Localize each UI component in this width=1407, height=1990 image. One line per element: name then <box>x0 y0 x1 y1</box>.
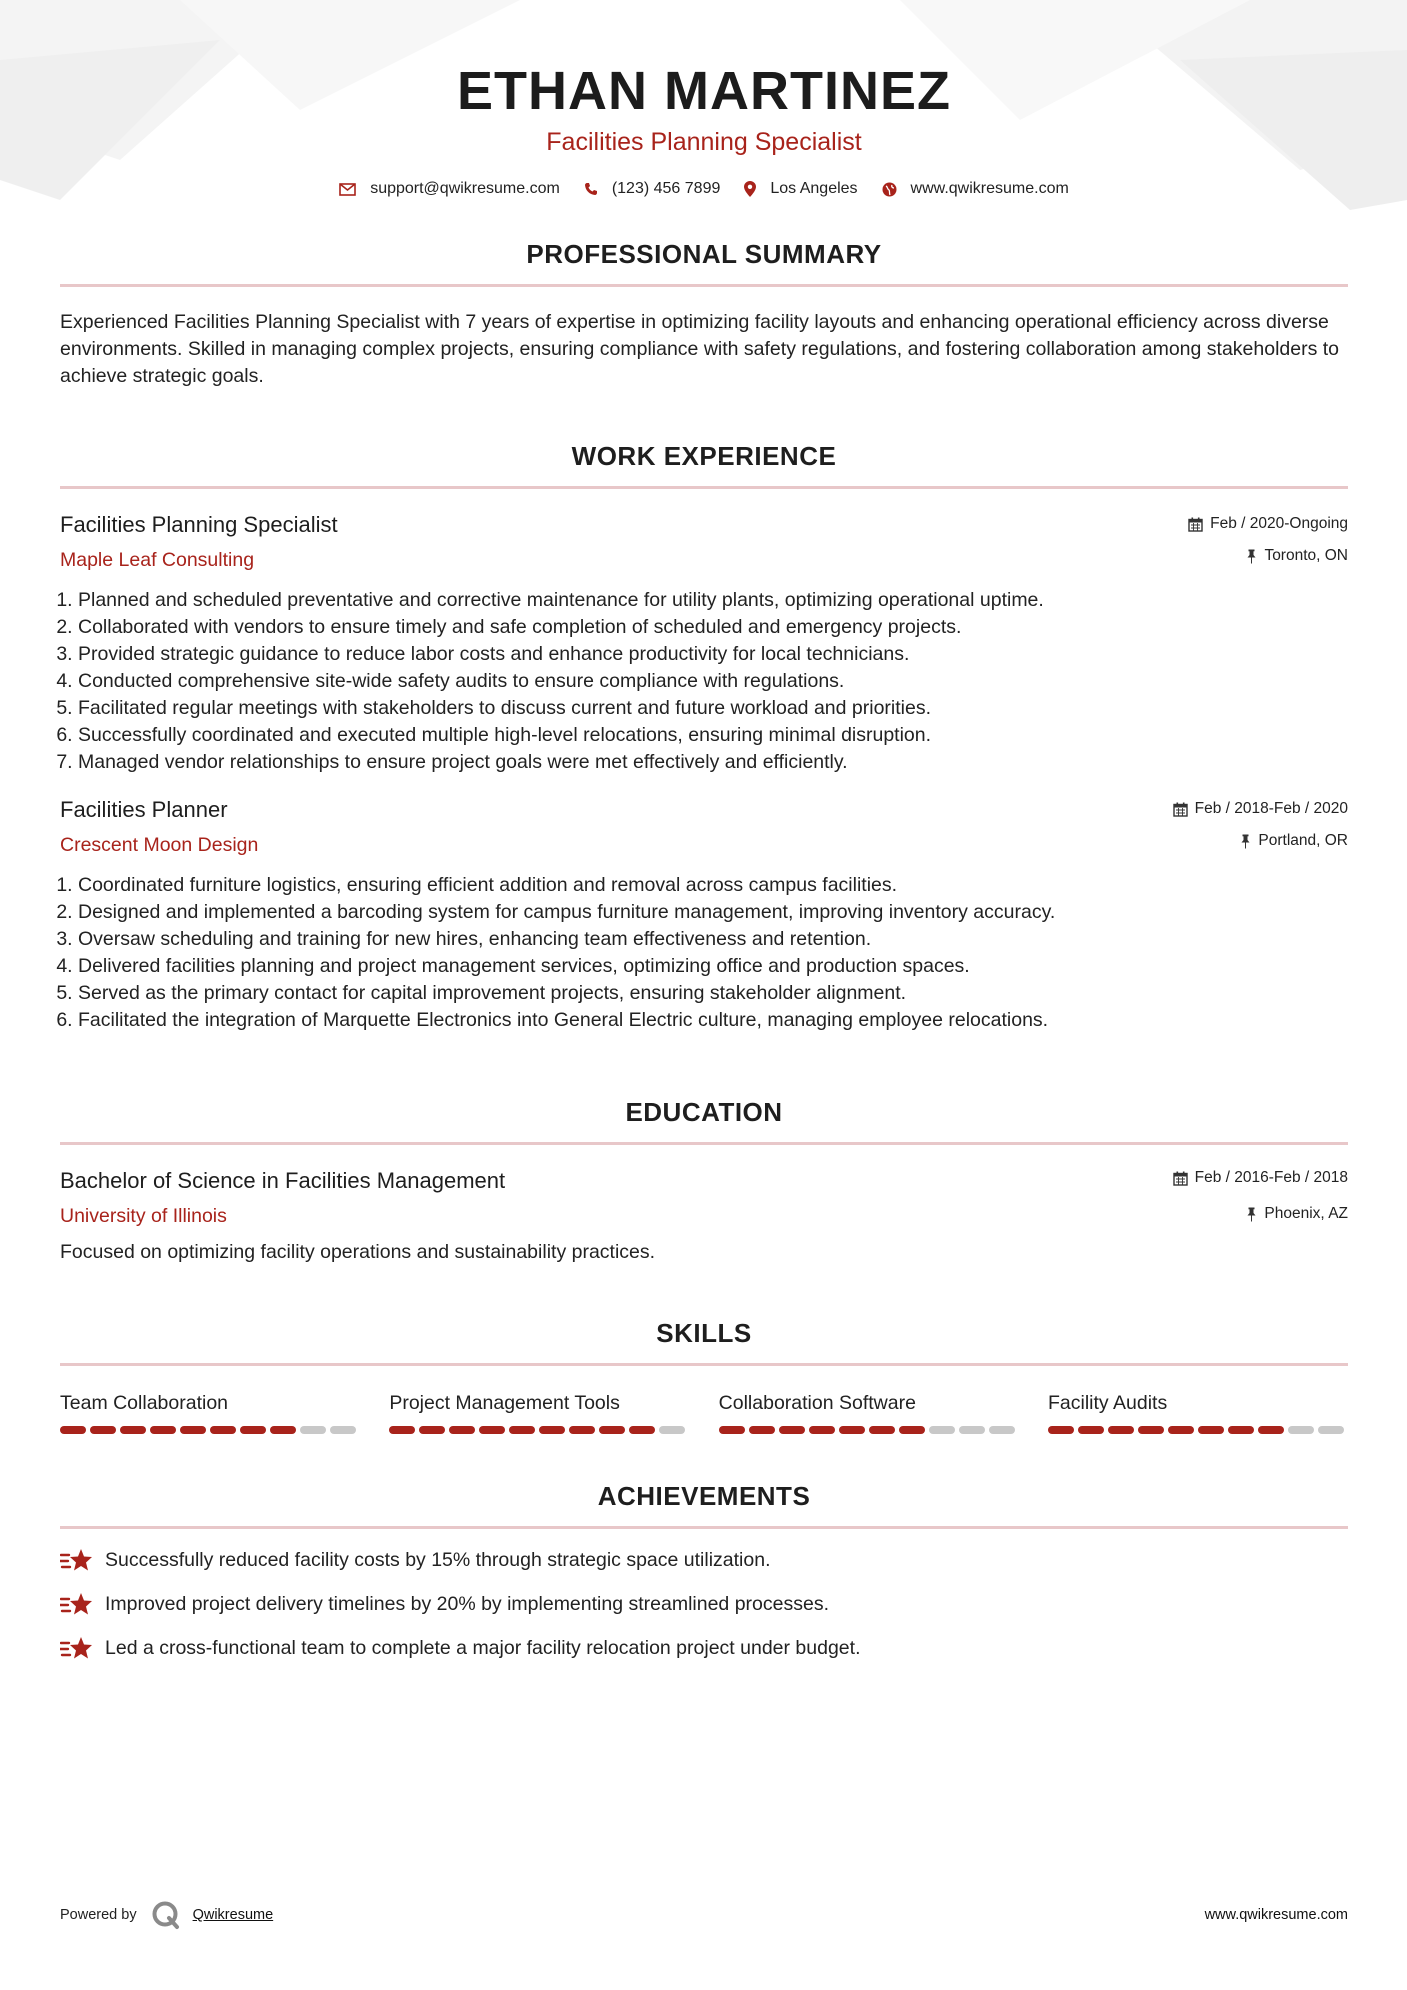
skill-segment-filled <box>389 1426 415 1434</box>
job-location-text: Portland, OR <box>1258 832 1348 849</box>
skill-segment-empty <box>959 1426 985 1434</box>
skill-segment-empty <box>1318 1426 1344 1434</box>
skill-item <box>719 1390 1019 1434</box>
skill-segment-filled <box>270 1426 296 1434</box>
education-description: Focused on optimizing facility operations and sustainability practices. <box>60 1241 656 1263</box>
summary-heading: PROFESSIONAL SUMMARY <box>526 239 882 269</box>
achievement-text: Led a cross-functional team to complete a major facility relocation project under budget. <box>105 1637 861 1659</box>
skill-segment-filled <box>1228 1426 1254 1434</box>
job-bullet: 1. Planned and scheduled preventative and corrective maintenance for utility plants, optimizing operational uptime. <box>78 587 1348 614</box>
job-bullets <box>60 872 1348 1034</box>
achievement-item <box>60 1591 1348 1617</box>
skill-segment-filled <box>240 1426 266 1434</box>
skill-level-bar <box>60 1426 360 1434</box>
job-entry <box>60 796 1348 1034</box>
map-pin-icon <box>744 181 756 197</box>
school-name: University of Illinois <box>60 1205 227 1227</box>
degree-title: Bachelor of Science in Facilities Management <box>60 1168 506 1193</box>
achievements-heading: ACHIEVEMENTS <box>597 1481 811 1511</box>
skill-segment-empty <box>659 1426 685 1434</box>
contact-phone-text: (123) 456 7899 <box>611 180 721 197</box>
skill-segment-filled <box>629 1426 655 1434</box>
education-location-text: Phoenix, AZ <box>1264 1205 1348 1222</box>
skill-segment-filled <box>90 1426 116 1434</box>
section-divider <box>60 486 1348 489</box>
skill-name: Project Management Tools <box>389 1392 620 1414</box>
calendar-icon <box>1188 517 1203 532</box>
skill-segment-filled <box>599 1426 625 1434</box>
contact-email-text: support@qwikresume.com <box>370 180 560 197</box>
education-dates-text: Feb / 2016-Feb / 2018 <box>1194 1169 1348 1186</box>
job-title: Facilities Planner <box>60 797 228 822</box>
skill-segment-filled <box>1108 1426 1134 1434</box>
experience-heading: WORK EXPERIENCE <box>571 441 837 471</box>
achievement-text: Improved project delivery timelines by 20% by implementing streamlined processes. <box>105 1593 829 1615</box>
job-bullet: 2. Collaborated with vendors to ensure timely and safe completion of scheduled and emergency projects. <box>78 614 1348 641</box>
job-company: Crescent Moon Design <box>60 834 259 856</box>
job-bullet: 4. Conducted comprehensive site-wide safety audits to ensure compliance with regulations. <box>78 668 1348 695</box>
phone-icon <box>584 182 598 196</box>
qwikresume-logo-icon <box>151 1900 181 1930</box>
job-bullet: 6. Facilitated the integration of Marquette Electronics into General Electric culture, managing employee relocations. <box>78 1007 1348 1034</box>
contact-bar <box>60 180 1348 198</box>
globe-icon <box>882 182 897 197</box>
job-bullet: 3. Oversaw scheduling and training for new hires, enhancing team effectiveness and retention. <box>78 926 1348 953</box>
contact-website-text: www.qwikresume.com <box>910 180 1069 197</box>
calendar-icon <box>1173 802 1188 817</box>
job-title: Facilities Planning Specialist <box>60 512 338 537</box>
skills-section <box>60 1317 1348 1434</box>
pushpin-icon <box>1246 549 1257 564</box>
education-location <box>1246 1205 1348 1223</box>
job-bullet: 1. Coordinated furniture logistics, ensuring efficient addition and removal across campus facilities. <box>78 872 1348 899</box>
resume-page <box>60 0 1348 1661</box>
section-divider <box>60 284 1348 287</box>
contact-location <box>744 180 857 198</box>
calendar-icon <box>1173 1171 1188 1186</box>
contact-website[interactable] <box>882 180 1069 198</box>
skill-segment-filled <box>1078 1426 1104 1434</box>
skill-segment-filled <box>1168 1426 1194 1434</box>
skill-name: Team Collaboration <box>60 1392 229 1414</box>
shooting-star-icon <box>60 1547 93 1573</box>
page-footer <box>60 1900 1348 1930</box>
skill-segment-empty <box>330 1426 356 1434</box>
job-company: Maple Leaf Consulting <box>60 549 255 571</box>
skill-segment-filled <box>899 1426 925 1434</box>
pushpin-icon <box>1246 1207 1257 1222</box>
skill-segment-filled <box>1198 1426 1224 1434</box>
pushpin-icon <box>1240 834 1251 849</box>
skills-list <box>60 1390 1348 1434</box>
skill-segment-filled <box>839 1426 865 1434</box>
skill-segment-filled <box>1048 1426 1074 1434</box>
section-divider <box>60 1526 1348 1529</box>
skill-segment-empty <box>929 1426 955 1434</box>
skill-item <box>1048 1390 1348 1434</box>
skill-segment-filled <box>569 1426 595 1434</box>
skill-segment-filled <box>539 1426 565 1434</box>
achievement-item <box>60 1635 1348 1661</box>
shooting-star-icon <box>60 1635 93 1661</box>
skill-segment-filled <box>60 1426 86 1434</box>
skill-segment-filled <box>809 1426 835 1434</box>
skill-segment-filled <box>1258 1426 1284 1434</box>
skill-item <box>389 1390 689 1434</box>
resume-header <box>60 58 1348 198</box>
skill-level-bar <box>719 1426 1019 1434</box>
education-heading: EDUCATION <box>625 1097 783 1127</box>
skill-segment-filled <box>210 1426 236 1434</box>
shooting-star-icon <box>60 1591 93 1617</box>
education-section <box>60 1096 1348 1265</box>
skill-segment-filled <box>419 1426 445 1434</box>
job-dates-text: Feb / 2020-Ongoing <box>1210 515 1348 532</box>
skill-segment-filled <box>779 1426 805 1434</box>
skill-segment-filled <box>719 1426 745 1434</box>
contact-phone[interactable] <box>584 180 721 198</box>
footer-website[interactable]: www.qwikresume.com <box>1204 1907 1348 1923</box>
skill-segment-filled <box>869 1426 895 1434</box>
contact-location-text: Los Angeles <box>770 180 858 197</box>
skill-item <box>60 1390 360 1434</box>
skill-segment-filled <box>449 1426 475 1434</box>
achievement-item <box>60 1547 1348 1573</box>
skills-heading: SKILLS <box>656 1318 752 1348</box>
summary-text: Experienced Facilities Planning Specialist with 7 years of expertise in optimizing facility layouts and enhancing operational efficiency across diverse environments. Skilled in managing complex projects, ensuring compliance with safety regulations, and fostering collaboration among stakeholders to achieve strategic goals. <box>60 311 1340 387</box>
job-dates <box>1188 515 1348 533</box>
job-dates-text: Feb / 2018-Feb / 2020 <box>1194 800 1348 817</box>
skill-segment-filled <box>180 1426 206 1434</box>
skill-segment-filled <box>509 1426 535 1434</box>
skill-segment-empty <box>1288 1426 1314 1434</box>
section-divider <box>60 1363 1348 1366</box>
job-bullet: 4. Delivered facilities planning and project management services, optimizing office and production spaces. <box>78 953 1348 980</box>
achievement-text: Successfully reduced facility costs by 15% through strategic space utilization. <box>105 1549 771 1571</box>
job-bullet: 5. Served as the primary contact for capital improvement projects, ensuring stakeholder alignment. <box>78 980 1348 1007</box>
job-bullet: 3. Provided strategic guidance to reduce labor costs and enhance productivity for local technicians. <box>78 641 1348 668</box>
job-bullet: 5. Facilitated regular meetings with stakeholders to discuss current and future workload and priorities. <box>78 695 1348 722</box>
candidate-name: ETHAN MARTINEZ <box>457 61 951 121</box>
skill-segment-filled <box>120 1426 146 1434</box>
skill-segment-filled <box>1138 1426 1164 1434</box>
job-bullet: 6. Successfully coordinated and executed multiple high-level relocations, ensuring minimal disruption. <box>78 722 1348 749</box>
job-bullet: 7. Managed vendor relationships to ensure project goals were met effectively and efficiently. <box>78 749 1348 776</box>
skill-segment-filled <box>479 1426 505 1434</box>
achievements-section <box>60 1480 1348 1661</box>
job-bullets <box>60 587 1348 776</box>
powered-by-label: Powered by <box>60 1907 137 1923</box>
experience-section <box>60 440 1348 1034</box>
skill-segment-filled <box>150 1426 176 1434</box>
education-entry <box>60 1167 1348 1265</box>
section-divider <box>60 1142 1348 1145</box>
contact-email[interactable] <box>339 180 560 198</box>
skill-level-bar <box>389 1426 689 1434</box>
skill-segment-empty <box>300 1426 326 1434</box>
candidate-title: Facilities Planning Specialist <box>546 128 862 156</box>
job-bullet: 2. Designed and implemented a barcoding system for campus furniture management, improving inventory accuracy. <box>78 899 1348 926</box>
summary-section <box>60 238 1348 390</box>
job-dates <box>1173 800 1348 818</box>
skill-segment-empty <box>989 1426 1015 1434</box>
skill-segment-filled <box>749 1426 775 1434</box>
skill-name: Collaboration Software <box>718 1392 916 1414</box>
envelope-icon <box>339 183 356 196</box>
qwikresume-brand-link[interactable]: Qwikresume <box>192 1907 274 1923</box>
education-dates <box>1173 1169 1348 1187</box>
job-location <box>1240 832 1348 850</box>
skill-level-bar <box>1048 1426 1348 1434</box>
skill-name: Facility Audits <box>1047 1392 1168 1414</box>
job-location <box>1246 547 1348 565</box>
job-location-text: Toronto, ON <box>1264 547 1348 564</box>
job-entry <box>60 511 1348 776</box>
